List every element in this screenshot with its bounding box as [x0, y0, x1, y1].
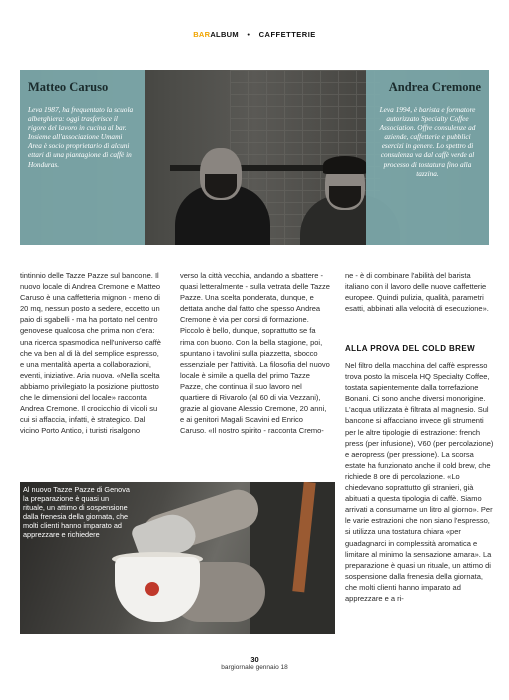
- publication-footer: bargiornale gennaio 18: [221, 664, 288, 671]
- bio-text: Leva 1987, ha frequentato la scuola alberghiera: oggi trasferisce il rigore del lavoro in cucina al bar. Insieme all'associazione Umami Area è socio proprietario di alcuni ettari di una piantagione di caffè in Honduras.: [28, 105, 134, 169]
- bio-box-matteo: [20, 70, 145, 245]
- apron: [250, 482, 335, 634]
- article-column-3: Nel filtro della macchina del caffè espresso trova posto la miscela HQ Specialty Coffee, tostata sapientemente dalla torrefazione Bonani. Ci sono anche diversi monorigine. L'acqua utilizzata è filtrata al magnesio. Sul bancone si affacciano invece gli strumenti per le altre tipologie di estrazione: french press (per infusione), V60 (per percolazione) e aeropress (per pressione). La scorsa estate ha funzionato anche il cold brew, che richiede 8 ore di percolazione. «Lo chiedevano soprattutto gli stranieri, già abituati a questa tipologia di caffè. Siamo arrivati a consumarne un litro al giorno». Per le varie estrazioni che non siano l'espresso, si utilizza una tostatura chiara «per guadagnarci in complessità aromatica e limitare al minimo la sensazione amara». La preparazione è quasi un rituale, un attimo di sospensione dalla frenesia della giornata, che molti clienti hanno imparato ad apprezzare e a ri-: [345, 361, 494, 603]
- person-left-beard: [205, 174, 237, 198]
- bio-box-andrea: [366, 70, 489, 245]
- article-column-1: tintinnio delle Tazze Pazze sul bancone. Il nuovo locale di Andrea Cremone e Matteo Caruso è una caffetteria mignon - meno di 20 mq, nessun posto a sedere, eccetto un paio di sgabelli - ma ha portato nel centro genovese qualcosa che prima non c'era: una ricerca spasmodica nell'universo caffè che va ben al di là del semplice espresso, e una mentalità aperta a collaborazioni, eventi, iniziative. Aria nuova. «Nella scelta abbiamo privilegiato la posizione piuttosto che le dimensioni del locale» racconta Andrea Cremone. Il crocicchio di vicoli su cui si affaccia, infatti, è strategico. Dal vicino Porto Antico, i turisti risalgono: [20, 271, 161, 436]
- section-heading: ALLA PROVA DEL COLD BREW: [345, 344, 476, 353]
- person-right-beard: [329, 186, 361, 208]
- baristas-photo: [20, 70, 489, 245]
- page-header: [0, 30, 509, 39]
- brand-bar: BAR: [193, 30, 211, 39]
- bio-text: Leva 1994, è barista e formatore autorizzato Specialty Coffee Association. Offre consulenze ad aziende, caffetterie e pubblici esercizi in genere. Lo spettro di consulenza va dal caffè verde al processo di tostatura fino alla tazzina.: [379, 105, 476, 178]
- article-column-2: verso la città vecchia, andando a sbattere - quasi letteralmente - sulla vetrata delle Tazze Pazze. Una scelta ponderata, dunque, e dettata anche dal fatto che spesso Andrea Cremone è via per corsi di formazione. Piccolo è bello, dunque, soprattutto se fa rima con buono. Con la bella stagione, poi, spuntano i tavolini sulla piazzetta, sbocco essenziale per l'attività. La filosofia del nuovo locale è simile a quella del primo Tazze Pazze, che continua il suo lavoro nel quartiere di Rivarolo (al 60 di via Vezzani), grazie al giovane Alessio Cremone, 20 anni, e ai genitori Magali Scavini ed Enrico Caruso. «Il nostro spirito - racconta Cremo-: [180, 271, 330, 436]
- header-separator: •: [247, 30, 251, 39]
- person-right-hair: [323, 156, 367, 174]
- section-title: CAFFETTERIE: [258, 30, 316, 39]
- article-column-3-intro: ne - è di combinare l'abilità del barista italiano con il lavoro delle nuove caffetterie europee. Quindi pulizia, qualità, parametri esatti, abbinati alla velocità di esecuzione».: [345, 271, 489, 314]
- bio-name: Andrea Cremone: [388, 80, 481, 94]
- bio-name: Matteo Caruso: [28, 80, 109, 94]
- coffee-pour-photo: [20, 482, 335, 634]
- brand-album: ALBUM: [210, 30, 239, 39]
- photo-caption: Al nuovo Tazze Pazze di Genova la preparazione è quasi un rituale, un attimo di sospensione dalla frenesia della giornata, che molti clienti hanno imparato ad apprezzare e richiedere: [23, 485, 130, 539]
- cup-logo: [145, 582, 159, 596]
- page-number: 30: [250, 655, 259, 664]
